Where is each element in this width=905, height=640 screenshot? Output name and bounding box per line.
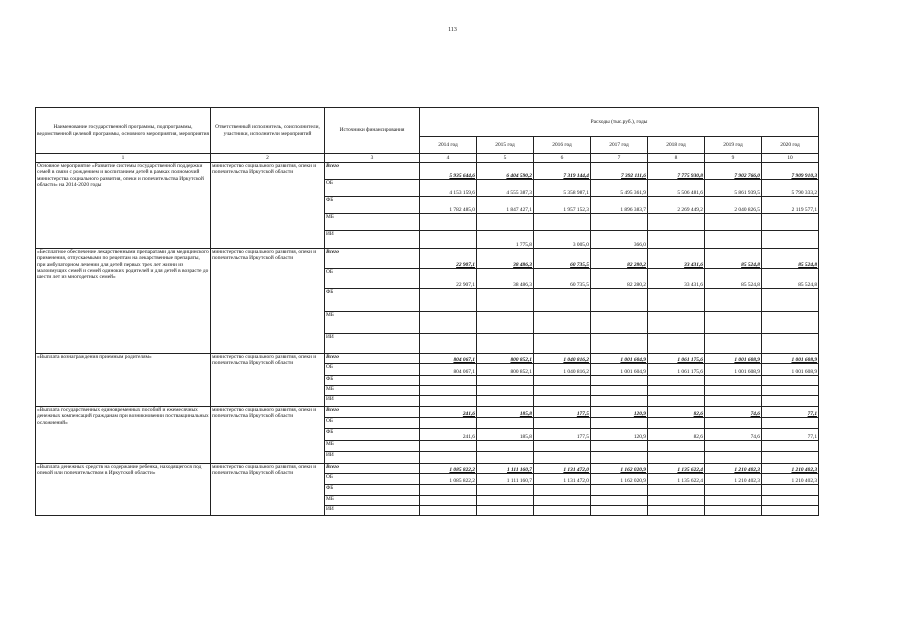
funding-source: ОБ <box>325 364 420 376</box>
expenditure-table <box>35 107 819 516</box>
table-row <box>36 163 819 180</box>
expense-value: 60 735,5 <box>534 249 591 269</box>
funding-source: МБ <box>325 441 420 452</box>
expense-value: 800 852,1 <box>477 364 534 376</box>
expense-value <box>477 485 534 496</box>
expense-value <box>591 496 648 506</box>
expense-value <box>705 312 762 334</box>
expense-value <box>648 485 705 496</box>
expense-value: 22 907,1 <box>420 269 477 289</box>
funding-source: ФБ <box>325 289 420 312</box>
expense-value: 1 061 175,6 <box>648 364 705 376</box>
expense-value: 1 210 402,3 <box>762 474 819 485</box>
expense-value <box>705 231 762 249</box>
expense-value: 1 210 402,3 <box>705 464 762 474</box>
expense-value <box>420 452 477 464</box>
funding-source: ФБ <box>325 429 420 441</box>
expense-value: 82 280,2 <box>591 249 648 269</box>
column-index: 1 <box>36 154 211 163</box>
expense-value <box>705 452 762 464</box>
funding-source: ИИ <box>325 231 420 249</box>
funding-source: ФБ <box>325 376 420 386</box>
expense-value <box>420 376 477 386</box>
column-index: 3 <box>325 154 420 163</box>
expense-value <box>762 334 819 354</box>
expense-value: 85 524,8 <box>762 249 819 269</box>
expense-value: 4 153 159,6 <box>420 180 477 197</box>
expense-value <box>420 418 477 429</box>
expense-value <box>534 441 591 452</box>
expense-value <box>648 452 705 464</box>
expense-value: 7 392 111,6 <box>591 163 648 180</box>
expense-value: 120,9 <box>591 429 648 441</box>
expense-value: 7 909 910,3 <box>762 163 819 180</box>
header-responsible: Ответственный исполнитель, соисполнители, участники, исполнители мероприятий <box>211 108 325 154</box>
expense-value <box>648 396 705 407</box>
funding-source: Всего <box>325 464 420 474</box>
table-row <box>36 249 819 269</box>
expense-value <box>705 496 762 506</box>
expense-value: 33 431,6 <box>648 249 705 269</box>
expense-value: 1 040 816,2 <box>534 364 591 376</box>
expense-value: 177,5 <box>534 407 591 418</box>
expense-value <box>705 485 762 496</box>
expense-value <box>762 418 819 429</box>
expense-value <box>477 386 534 396</box>
funding-source: ОБ <box>325 269 420 289</box>
expense-value: 1 162 020,9 <box>591 464 648 474</box>
expense-value <box>477 376 534 386</box>
expense-value: 2 119 577,1 <box>762 197 819 214</box>
expense-value: 1 001 608,9 <box>762 364 819 376</box>
table-body <box>36 163 819 516</box>
expense-value <box>534 386 591 396</box>
funding-source: ФБ <box>325 485 420 496</box>
expense-value: 1 775,8 <box>477 231 534 249</box>
expense-value: 1 001 608,9 <box>762 354 819 364</box>
expense-value: 7 775 930,8 <box>648 163 705 180</box>
funding-source: ОБ <box>325 474 420 485</box>
expense-value: 5 506 481,6 <box>648 180 705 197</box>
expense-value <box>534 334 591 354</box>
expense-value <box>762 312 819 334</box>
expense-value <box>477 289 534 312</box>
expense-value <box>648 231 705 249</box>
expense-value <box>477 312 534 334</box>
expense-value <box>705 386 762 396</box>
expense-value <box>705 396 762 407</box>
expense-value: 1 210 402,3 <box>762 464 819 474</box>
funding-source: Всего <box>325 354 420 364</box>
header-expenses: Расходы (тыс.руб.), годы <box>420 108 819 137</box>
expense-value <box>648 496 705 506</box>
expense-value <box>591 312 648 334</box>
column-index: 6 <box>534 154 591 163</box>
expense-value <box>534 418 591 429</box>
expense-value: 1 957 152,3 <box>534 197 591 214</box>
expense-value <box>477 496 534 506</box>
expense-value <box>705 441 762 452</box>
header-name: Наименование государственной программы, подпрограммы, ведомственной целевой программы, основного мероприятия, мероприятия <box>36 108 211 154</box>
expense-value <box>648 506 705 516</box>
expense-value <box>705 289 762 312</box>
table-row <box>36 407 819 418</box>
activity-name: Основное мероприятие «Развитие системы государственной поддержки семей в связи с рождением и воспитанием детей в рамках полномочий министерства социального развития, опеки и попечительства Иркутской области» на 2014-2020 годы <box>36 163 211 249</box>
expense-value: 1 896 383,7 <box>591 197 648 214</box>
expense-value: 77,1 <box>762 407 819 418</box>
funding-source: МБ <box>325 496 420 506</box>
table-row <box>36 464 819 474</box>
expense-value <box>477 334 534 354</box>
expense-value <box>591 386 648 396</box>
expense-value <box>591 396 648 407</box>
expense-value <box>420 506 477 516</box>
expense-value <box>705 214 762 231</box>
expense-value <box>420 441 477 452</box>
expense-value <box>762 376 819 386</box>
expense-value: 2 040 826,5 <box>705 197 762 214</box>
funding-source: ИИ <box>325 506 420 516</box>
table-row <box>36 354 819 364</box>
funding-source: ФБ <box>325 197 420 214</box>
funding-source: ИИ <box>325 334 420 354</box>
expense-value <box>705 334 762 354</box>
column-index: 5 <box>477 154 534 163</box>
expense-value <box>648 312 705 334</box>
expense-value: 74,6 <box>705 407 762 418</box>
funding-source: Всего <box>325 163 420 180</box>
expense-value: 5 790 333,2 <box>762 180 819 197</box>
funding-source: ОБ <box>325 418 420 429</box>
expense-value: 85 524,8 <box>762 269 819 289</box>
expense-value: 1 085 822,2 <box>420 464 477 474</box>
expense-value <box>762 441 819 452</box>
expense-value: 185,8 <box>477 429 534 441</box>
expense-value: 120,9 <box>591 407 648 418</box>
funding-source: Всего <box>325 249 420 269</box>
expense-value: 1 001 604,9 <box>591 364 648 376</box>
expense-value <box>477 441 534 452</box>
expense-value: 804 067,1 <box>420 354 477 364</box>
expense-value <box>534 452 591 464</box>
funding-source: ИИ <box>325 396 420 407</box>
expense-value <box>762 506 819 516</box>
expense-value: 1 131 472,0 <box>534 474 591 485</box>
expense-value <box>477 452 534 464</box>
expense-value <box>762 396 819 407</box>
expense-value: 1 210 402,3 <box>705 474 762 485</box>
expense-value: 85 524,8 <box>705 269 762 289</box>
expense-value <box>648 418 705 429</box>
expense-value <box>420 396 477 407</box>
expense-value <box>534 289 591 312</box>
responsible-executor: министерство социального развития, опеки и попечительства Иркутской области <box>211 464 325 516</box>
funding-source: МБ <box>325 386 420 396</box>
expense-value: 1 085 822,2 <box>420 474 477 485</box>
expense-value <box>420 334 477 354</box>
expense-value: 800 852,1 <box>477 354 534 364</box>
activity-name: «Бесплатное обеспечение лекарственными препаратами для медицинского применения, отпускаемыми по рецептам на лекарственные препараты, при амбулаторном лечении для детей первых трех лет жизни из малоимущих семей и семей одиноких родителей и для детей в возрасте до шести лет из многодетных семей» <box>36 249 211 354</box>
expense-value <box>648 289 705 312</box>
expense-value <box>534 396 591 407</box>
expense-value: 804 067,1 <box>420 364 477 376</box>
expense-value: 185,8 <box>477 407 534 418</box>
expense-value: 1 001 608,9 <box>705 364 762 376</box>
expense-value <box>591 485 648 496</box>
expense-value <box>591 289 648 312</box>
expense-value: 3 005,0 <box>534 231 591 249</box>
expense-value: 5 495 361,9 <box>591 180 648 197</box>
expense-value <box>420 312 477 334</box>
expense-value: 1 131 472,0 <box>534 464 591 474</box>
expense-value: 7 902 766,0 <box>705 163 762 180</box>
expense-value: 2 269 449,2 <box>648 197 705 214</box>
expense-value: 1 135 622,4 <box>648 474 705 485</box>
expense-value: 4 555 387,3 <box>477 180 534 197</box>
expense-value <box>420 386 477 396</box>
column-index: 10 <box>762 154 819 163</box>
activity-name: «Выплата государственных единовременных пособий и ежемесячных денежных компенсаций гражданам при возникновении поствакцинальных осложнений» <box>36 407 211 464</box>
expense-value <box>762 386 819 396</box>
expense-value: 7 319 144,4 <box>534 163 591 180</box>
responsible-executor: министерство социального развития, опеки и попечительства Иркутской области <box>211 354 325 407</box>
header-year: 2019 год <box>705 137 762 154</box>
expense-value <box>648 441 705 452</box>
expense-value: 1 782 485,0 <box>420 197 477 214</box>
expense-value: 77,1 <box>762 429 819 441</box>
expense-value <box>591 506 648 516</box>
page-number: 113 <box>448 27 457 33</box>
expense-value: 366,0 <box>591 231 648 249</box>
expense-value <box>591 334 648 354</box>
expense-value <box>762 231 819 249</box>
header-year: 2014 год <box>420 137 477 154</box>
expense-value <box>705 376 762 386</box>
expense-value: 38 486,3 <box>477 249 534 269</box>
expense-value <box>477 396 534 407</box>
expense-value <box>477 506 534 516</box>
expense-value <box>648 386 705 396</box>
header-year: 2017 год <box>591 137 648 154</box>
funding-source: Всего <box>325 407 420 418</box>
expense-value <box>648 376 705 386</box>
expense-value: 85 524,8 <box>705 249 762 269</box>
expense-value: 82 280,2 <box>591 269 648 289</box>
expense-value <box>648 214 705 231</box>
expense-value: 5 861 939,5 <box>705 180 762 197</box>
funding-source: МБ <box>325 214 420 231</box>
expense-value: 1 111 160,7 <box>477 464 534 474</box>
expense-value: 1 001 604,9 <box>591 354 648 364</box>
expense-value <box>705 418 762 429</box>
header-year: 2020 год <box>762 137 819 154</box>
expense-value <box>591 441 648 452</box>
expense-value <box>477 214 534 231</box>
expense-value: 5 935 644,6 <box>420 163 477 180</box>
expense-value <box>762 452 819 464</box>
expense-value: 1 061 175,6 <box>648 354 705 364</box>
expense-value <box>420 289 477 312</box>
responsible-executor: министерство социального развития, опеки и попечительства Иркутской области <box>211 163 325 249</box>
expense-value <box>591 418 648 429</box>
responsible-executor: министерство социального развития, опеки и попечительства Иркутской области <box>211 249 325 354</box>
expense-value: 38 486,3 <box>477 269 534 289</box>
expense-value <box>420 496 477 506</box>
expense-value <box>762 214 819 231</box>
responsible-executor: министерство социального развития, опеки и попечительства Иркутской области <box>211 407 325 464</box>
expense-value <box>534 376 591 386</box>
expense-value <box>591 376 648 386</box>
expense-value <box>477 418 534 429</box>
expense-value <box>534 506 591 516</box>
expense-value: 1 847 427,1 <box>477 197 534 214</box>
column-index: 8 <box>648 154 705 163</box>
funding-source: МБ <box>325 312 420 334</box>
expense-value <box>534 485 591 496</box>
expense-value: 6 404 590,2 <box>477 163 534 180</box>
expense-value <box>420 231 477 249</box>
expense-value: 1 040 816,2 <box>534 354 591 364</box>
expense-value: 177,5 <box>534 429 591 441</box>
expense-value: 74,6 <box>705 429 762 441</box>
column-index: 4 <box>420 154 477 163</box>
header-year: 2015 год <box>477 137 534 154</box>
expense-value: 82,6 <box>648 429 705 441</box>
expense-value <box>420 214 477 231</box>
expense-value <box>762 496 819 506</box>
expense-value: 60 735,5 <box>534 269 591 289</box>
funding-source: ОБ <box>325 180 420 197</box>
header-funding-source: Источники финансирования <box>325 108 420 154</box>
funding-source: ИИ <box>325 452 420 464</box>
expense-value: 82,6 <box>648 407 705 418</box>
activity-name: «Выплата вознаграждения приемным родителям» <box>36 354 211 407</box>
expense-value: 1 111 160,7 <box>477 474 534 485</box>
column-index: 7 <box>591 154 648 163</box>
expense-value: 22 907,1 <box>420 249 477 269</box>
expense-value <box>420 485 477 496</box>
header-year: 2018 год <box>648 137 705 154</box>
expense-value <box>591 452 648 464</box>
expense-value: 33 431,6 <box>648 269 705 289</box>
expense-value: 1 162 020,9 <box>591 474 648 485</box>
expense-value: 241,6 <box>420 429 477 441</box>
header-year: 2016 год <box>534 137 591 154</box>
expense-value <box>534 312 591 334</box>
column-index: 9 <box>705 154 762 163</box>
expense-value: 1 001 608,9 <box>705 354 762 364</box>
expense-value <box>762 485 819 496</box>
expense-value: 241,6 <box>420 407 477 418</box>
expense-value <box>591 214 648 231</box>
expense-value <box>762 289 819 312</box>
activity-name: «Выплата денежных средств на содержание ребенка, находящегося под опекой или попечительством в Иркутской области» <box>36 464 211 516</box>
expense-value <box>705 506 762 516</box>
expense-value: 1 135 622,4 <box>648 464 705 474</box>
expense-value <box>534 214 591 231</box>
column-index: 2 <box>211 154 325 163</box>
expense-value: 5 358 987,1 <box>534 180 591 197</box>
expense-value <box>534 496 591 506</box>
expense-value <box>648 334 705 354</box>
